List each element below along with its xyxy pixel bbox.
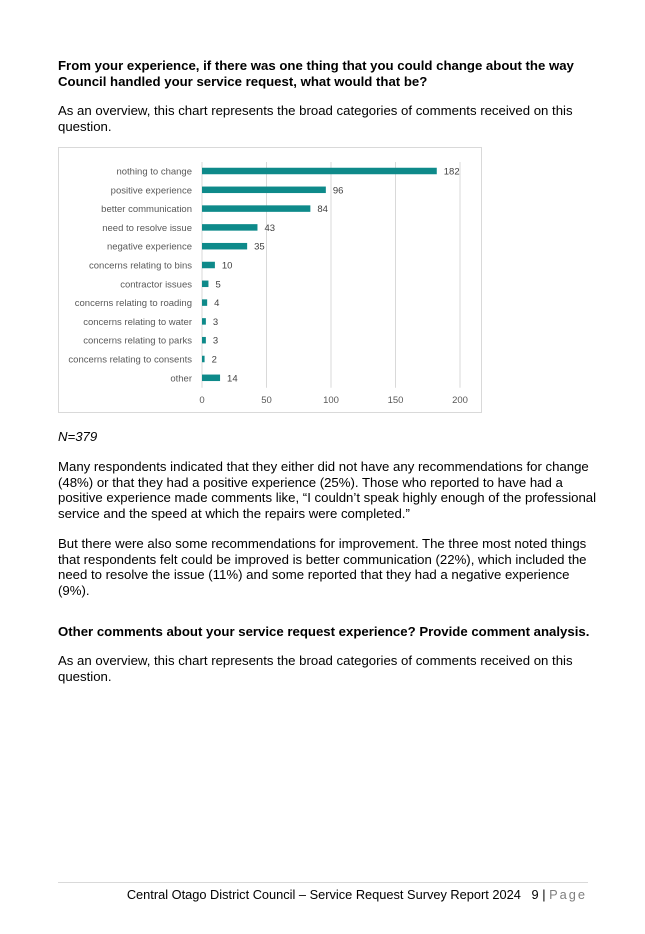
- x-tick-label-100: 100: [323, 395, 339, 406]
- x-tick-label-50: 50: [261, 395, 272, 406]
- page-word: Page: [549, 887, 587, 902]
- sample-size-note: N=379: [58, 429, 98, 444]
- bar: [202, 318, 206, 325]
- data-label: 182: [443, 166, 460, 178]
- page-number: 9: [531, 887, 539, 902]
- x-tick-label-150: 150: [387, 395, 404, 406]
- category-label: concerns relating to parks: [83, 335, 192, 347]
- page-footer: [127, 887, 587, 902]
- bar: [202, 281, 208, 288]
- bar: [202, 224, 257, 231]
- category-label: need to resolve issue: [102, 222, 192, 234]
- category-label: nothing to change: [116, 166, 192, 178]
- bar: [202, 356, 205, 363]
- category-label: concerns relating to bins: [89, 260, 192, 272]
- footer-divider: [58, 882, 588, 883]
- category-label: other: [170, 373, 192, 385]
- x-tick-label-200: 200: [452, 395, 468, 406]
- chart-intro-1: As an overview, this chart represents the broad categories of comments received on this question.: [58, 103, 573, 134]
- data-label: 3: [212, 316, 219, 328]
- category-label: concerns relating to roading: [74, 298, 192, 310]
- data-label: 14: [227, 373, 238, 385]
- data-label: 2: [211, 354, 217, 366]
- category-label: concerns relating to water: [83, 316, 192, 328]
- question-heading-2: Other comments about your service request experience? Provide comment analysis.: [58, 624, 590, 639]
- data-label: 3: [212, 335, 219, 347]
- category-label: better communication: [101, 204, 192, 216]
- data-label: 84: [317, 204, 328, 216]
- data-label: 10: [221, 260, 233, 272]
- comment-categories-chart: [58, 147, 482, 413]
- category-label: negative experience: [106, 241, 192, 253]
- bar: [202, 299, 207, 306]
- data-label: 96: [332, 185, 344, 197]
- footer-title: Central Otago District Council – Service Request Survey Report 2024: [126, 887, 521, 902]
- bar: [202, 168, 437, 175]
- footer-separator: |: [542, 887, 546, 902]
- bar-chart-svg: [59, 148, 481, 412]
- data-label: 35: [254, 241, 265, 253]
- findings-paragraph-2: But there were also some recommendations for improvement. The three most noted things that respondents felt could be improved is better communication (22%), which included the need to resolve the issue (11%) and some reported that they had a negative experience (9%).: [58, 536, 587, 598]
- bar: [202, 205, 310, 212]
- question-heading-1: From your experience, if there was one thing that you could change about the way Council handled your service request, what would that be?: [58, 58, 574, 89]
- bar: [202, 262, 215, 269]
- data-label: 5: [215, 279, 221, 291]
- data-label: 43: [264, 222, 276, 234]
- bar: [202, 337, 206, 344]
- data-label: 4: [214, 298, 220, 310]
- bar: [202, 375, 220, 382]
- category-label: contractor issues: [120, 279, 192, 291]
- x-tick-label-0: 0: [199, 395, 205, 406]
- category-label: concerns relating to consents: [68, 354, 192, 366]
- chart-intro-2: As an overview, this chart represents the broad categories of comments received on this question.: [58, 653, 573, 684]
- findings-paragraph-1: Many respondents indicated that they either did not have any recommendations for change (48%) or that they had a positive experience (25%). Those who reported to have had a positive experience made comments like, “I couldn’t speak highly enough of the professional service and the speed at which the repairs were completed.”: [58, 459, 597, 521]
- bar: [202, 243, 247, 250]
- category-label: positive experience: [110, 185, 192, 197]
- bar: [202, 187, 326, 194]
